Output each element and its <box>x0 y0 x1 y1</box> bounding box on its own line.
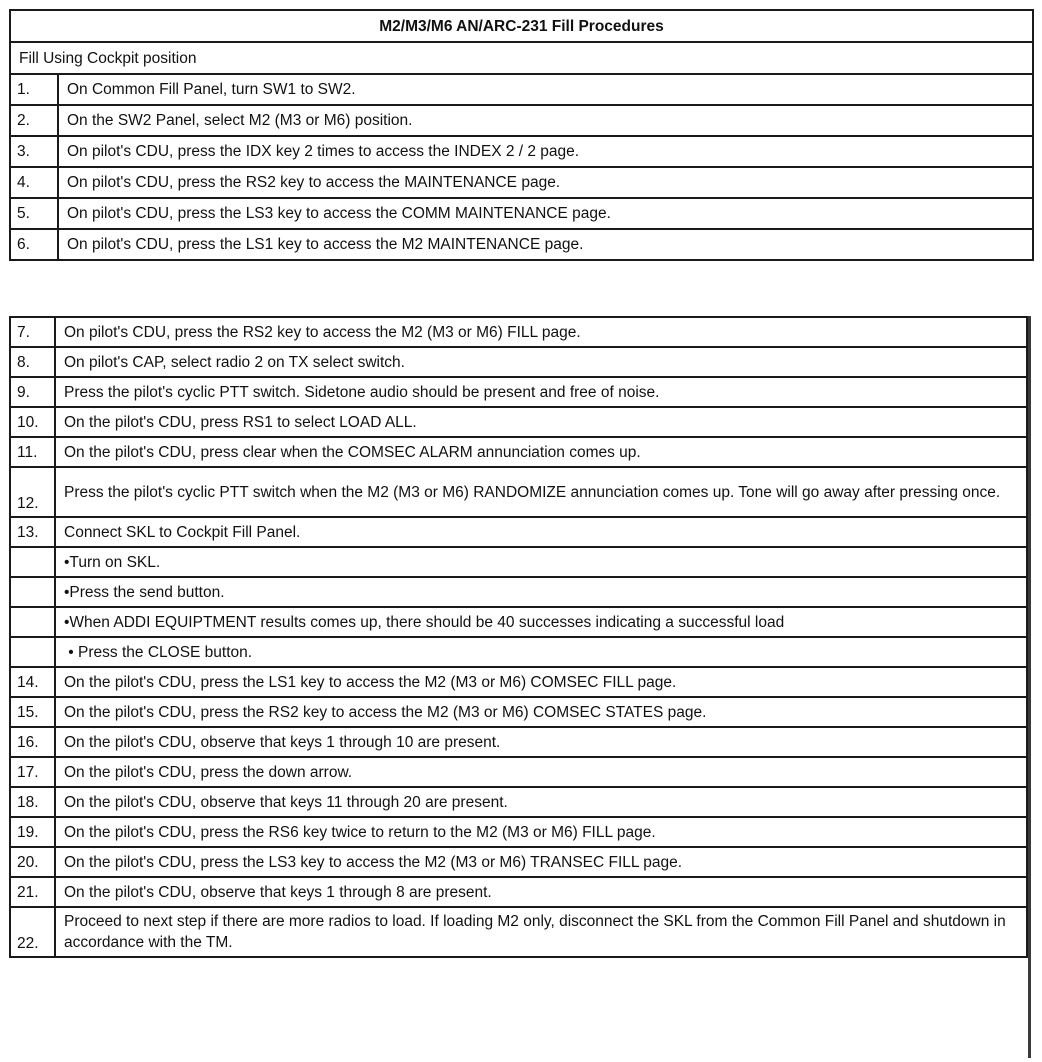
substep-text: • Press the CLOSE button. <box>55 637 1027 667</box>
step-text: Connect SKL to Cockpit Fill Panel. <box>55 517 1027 547</box>
step-text: On the pilot's CDU, observe that keys 1 through 10 are present. <box>55 727 1027 757</box>
step-text: Press the pilot's cyclic PTT switch. Sidetone audio should be present and free of noise. <box>55 377 1027 407</box>
step-text: On pilot's CDU, press the LS3 key to access the COMM MAINTENANCE page. <box>58 198 1033 229</box>
step-number: 6. <box>10 229 58 260</box>
step-number: 8. <box>10 347 55 377</box>
title-row <box>10 10 1033 42</box>
step-text: On pilot's CDU, press the RS2 key to access the M2 (M3 or M6) FILL page. <box>55 317 1027 347</box>
step-text: On pilot's CDU, press the IDX key 2 times to access the INDEX 2 / 2 page. <box>58 136 1033 167</box>
step-number: 17. <box>10 757 55 787</box>
step-row <box>10 907 1027 957</box>
step-number: 15. <box>10 697 55 727</box>
step-number: 11. <box>10 437 55 467</box>
step-row <box>10 437 1027 467</box>
step-number: 1. <box>10 74 58 105</box>
step-row <box>10 727 1027 757</box>
step-row <box>10 105 1033 136</box>
step-text: On the pilot's CDU, observe that keys 11 through 20 are present. <box>55 787 1027 817</box>
step-row <box>10 787 1027 817</box>
procedure-table-part-1 <box>9 9 1034 261</box>
step-row <box>10 877 1027 907</box>
step-number: 18. <box>10 787 55 817</box>
step-text: On the SW2 Panel, select M2 (M3 or M6) position. <box>58 105 1033 136</box>
substep-text: •Press the send button. <box>55 577 1027 607</box>
step-row <box>10 136 1033 167</box>
step-number: 4. <box>10 167 58 198</box>
step-text: Proceed to next step if there are more radios to load. If loading M2 only, disconnect the SKL from the Common Fill Panel and shutdown in accordance with the TM. <box>55 907 1027 957</box>
step-text: On the pilot's CDU, press clear when the COMSEC ALARM annunciation comes up. <box>55 437 1027 467</box>
step-row <box>10 74 1033 105</box>
step-number <box>10 547 55 577</box>
step-text: On the pilot's CDU, press the LS1 key to access the M2 (M3 or M6) COMSEC FILL page. <box>55 667 1027 697</box>
step-text: On pilot's CDU, press the RS2 key to access the MAINTENANCE page. <box>58 167 1033 198</box>
step-text: On the pilot's CDU, press the RS6 key twice to return to the M2 (M3 or M6) FILL page. <box>55 817 1027 847</box>
step-number: 16. <box>10 727 55 757</box>
table-title: M2/M3/M6 AN/ARC-231 Fill Procedures <box>10 10 1033 42</box>
step-number <box>10 607 55 637</box>
substep-text: •Turn on SKL. <box>55 547 1027 577</box>
step-row <box>10 347 1027 377</box>
step-number: 13. <box>10 517 55 547</box>
step-row <box>10 198 1033 229</box>
step-number: 9. <box>10 377 55 407</box>
step-number: 2. <box>10 105 58 136</box>
step-text: On the pilot's CDU, press the LS3 key to access the M2 (M3 or M6) TRANSEC FILL page. <box>55 847 1027 877</box>
step-number: 5. <box>10 198 58 229</box>
step-row <box>10 467 1027 517</box>
step-text: On the pilot's CDU, press RS1 to select LOAD ALL. <box>55 407 1027 437</box>
step-number: 7. <box>10 317 55 347</box>
step-number: 10. <box>10 407 55 437</box>
step-row <box>10 517 1027 547</box>
procedure-table-part-2 <box>9 316 1028 958</box>
step-row <box>10 317 1027 347</box>
step-text: On the pilot's CDU, press the RS2 key to access the M2 (M3 or M6) COMSEC STATES page. <box>55 697 1027 727</box>
table-edge-shadow <box>1028 316 1031 1058</box>
step-number <box>10 577 55 607</box>
step-number: 12. <box>10 467 55 517</box>
step-number: 3. <box>10 136 58 167</box>
step-text: On pilot's CDU, press the LS1 key to access the M2 MAINTENANCE page. <box>58 229 1033 260</box>
step-row <box>10 407 1027 437</box>
substep-row <box>10 637 1027 667</box>
step-text: On the pilot's CDU, observe that keys 1 through 8 are present. <box>55 877 1027 907</box>
step-number: 19. <box>10 817 55 847</box>
substep-row <box>10 577 1027 607</box>
step-text: On the pilot's CDU, press the down arrow. <box>55 757 1027 787</box>
step-row <box>10 757 1027 787</box>
step-row <box>10 697 1027 727</box>
subtitle-row <box>10 42 1033 74</box>
step-number: 22. <box>10 907 55 957</box>
step-number: 20. <box>10 847 55 877</box>
table-subtitle: Fill Using Cockpit position <box>10 42 1033 74</box>
substep-text: •When ADDI EQUIPTMENT results comes up, there should be 40 successes indicating a successful load <box>55 607 1027 637</box>
step-text: Press the pilot's cyclic PTT switch when the M2 (M3 or M6) RANDOMIZE annunciation comes up. Tone will go away after pressing once. <box>55 467 1027 517</box>
step-number <box>10 637 55 667</box>
step-number: 14. <box>10 667 55 697</box>
step-row <box>10 167 1033 198</box>
step-text: On pilot's CAP, select radio 2 on TX select switch. <box>55 347 1027 377</box>
substep-row <box>10 547 1027 577</box>
step-text: On Common Fill Panel, turn SW1 to SW2. <box>58 74 1033 105</box>
substep-row <box>10 607 1027 637</box>
step-row <box>10 817 1027 847</box>
step-row <box>10 377 1027 407</box>
step-row <box>10 847 1027 877</box>
step-row <box>10 229 1033 260</box>
step-row <box>10 667 1027 697</box>
step-number: 21. <box>10 877 55 907</box>
